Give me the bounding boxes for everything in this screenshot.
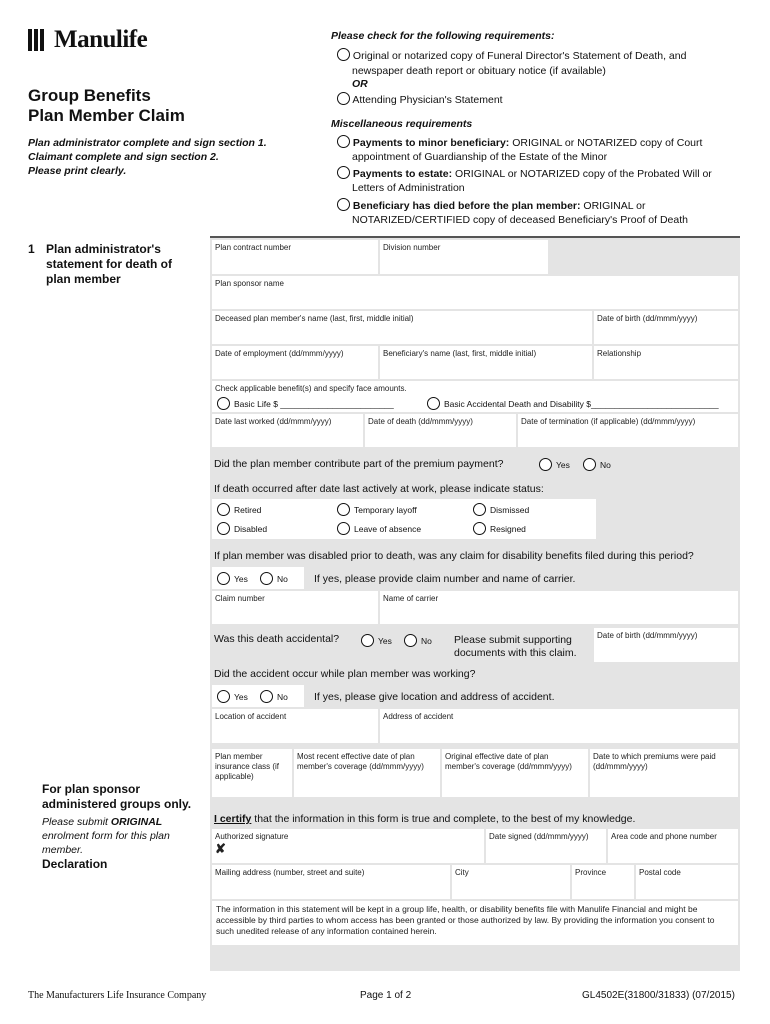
termination-date-field[interactable]: Date of termination (if applicable) (dd/mmm/yyyy): [518, 414, 738, 447]
premium-yes-option: [539, 458, 570, 471]
misc-beneficiary-rest: ORIGINAL or: [580, 200, 646, 212]
requirements-heading: Please check for the following requirements:: [331, 30, 555, 42]
date-signed-field[interactable]: Date signed (dd/mmm/yyyy): [486, 829, 606, 863]
misc-estate-bold: Payments to estate:: [352, 168, 453, 180]
radio-basic-add[interactable]: [427, 397, 440, 410]
plan-contract-field[interactable]: Plan contract number: [212, 240, 378, 274]
footer-page-number: Page 1 of 2: [360, 990, 412, 1001]
form-title: [28, 86, 185, 126]
basic-add-label: Basic Accidental Death and Disability $___________________________: [444, 398, 719, 409]
footer-company: The Manufacturers Life Insurance Company: [28, 990, 207, 1001]
supporting-docs-note: [454, 634, 577, 660]
supporting-docs-line1: Please submit supporting: [454, 634, 572, 646]
city-field[interactable]: City: [452, 865, 570, 899]
radio-temp-layoff[interactable]: [337, 503, 350, 516]
accident-dob-field[interactable]: Date of birth (dd/mmm/yyyy): [594, 628, 738, 662]
misc-minor-option: [337, 135, 702, 150]
misc-minor-rest: ORIGINAL or NOTARIZED copy of Court: [509, 137, 703, 149]
radio-beneficiary[interactable]: [337, 198, 350, 211]
radio-accidental-no[interactable]: [404, 634, 417, 647]
radio-disabled[interactable]: [217, 522, 230, 535]
status-disabled: [217, 522, 267, 535]
radio-disability-yes[interactable]: [217, 572, 230, 585]
footer-form-code: GL4502E(31800/31833) (07/2015): [582, 990, 735, 1001]
working-no-label: No: [277, 691, 288, 702]
benefits-label: Check applicable benefit(s) and specify face amounts.: [215, 384, 407, 393]
sponsor-heading-line2: administered groups only.: [42, 797, 192, 811]
certify-bold: I certify: [214, 813, 252, 825]
recent-coverage-field[interactable]: Most recent effective date of plan member's coverage (dd/mmm/yyyy): [294, 749, 440, 797]
manulife-logo: [28, 26, 147, 54]
deceased-name-field[interactable]: Deceased plan member's name (last, first, middle initial): [212, 311, 592, 344]
dob-field[interactable]: Date of birth (dd/mmm/yyyy): [594, 311, 738, 344]
radio-funeral[interactable]: [337, 48, 350, 61]
disability-question: If plan member was disabled prior to death, was any claim for disability benefits filed during this period?: [214, 550, 694, 562]
instruction-2: Claimant complete and sign section 2.: [28, 151, 219, 163]
misc-minor-line2: appointment of Guardianship of the Estate of the Minor: [352, 151, 608, 163]
disability-yes-option: [217, 572, 248, 585]
radio-accidental-yes[interactable]: [361, 634, 374, 647]
carrier-name-field[interactable]: Name of carrier: [380, 591, 738, 624]
status-temp-layoff: [337, 503, 417, 516]
status-question: If death occurred after date last actively at work, please indicate status:: [214, 483, 544, 495]
claim-number-field[interactable]: Claim number: [212, 591, 378, 624]
basic-life-label: Basic Life $ ________________________: [234, 398, 394, 409]
working-yes-option: [217, 690, 248, 703]
disability-no-option: [260, 572, 288, 585]
form-instructions: [28, 136, 267, 178]
premium-question: Did the plan member contribute part of the premium payment?: [214, 458, 504, 470]
accidental-yes-label: Yes: [378, 635, 392, 646]
if-yes-claim-note: If yes, please provide claim number and name of carrier.: [314, 573, 576, 585]
form-title-line2: Plan Member Claim: [28, 106, 185, 125]
employment-date-field[interactable]: Date of employment (dd/mmm/yyyy): [212, 346, 378, 379]
accidental-no-label: No: [421, 635, 432, 646]
signature-field[interactable]: [212, 829, 484, 863]
misc-minor-bold: Payments to minor beneficiary:: [352, 137, 510, 149]
if-yes-location-note: If yes, please give location and address of accident.: [314, 691, 555, 703]
radio-working-no[interactable]: [260, 690, 273, 703]
brand-name: Manulife: [54, 26, 148, 53]
status-resigned-label: Resigned: [490, 523, 526, 534]
radio-minor[interactable]: [337, 135, 350, 148]
requirement-physician-text: Attending Physician's Statement: [352, 94, 503, 106]
member-class-field[interactable]: Plan member insurance class (if applicable): [212, 749, 292, 797]
plan-sponsor-field[interactable]: Plan sponsor name: [212, 276, 738, 309]
postal-code-field[interactable]: Postal code: [636, 865, 738, 899]
instruction-3: Please print clearly.: [28, 165, 127, 177]
while-working-question: Did the accident occur while plan member was working?: [214, 668, 476, 680]
mailing-address-field[interactable]: Mailing address (number, street and suite): [212, 865, 450, 899]
accidental-yes-option: [361, 634, 392, 647]
section-divider: [210, 236, 740, 238]
manulife-logo-icon: [28, 29, 48, 51]
section-number: 1: [28, 242, 35, 256]
signature-mark-icon: ✘: [215, 841, 226, 856]
beneficiary-name-field[interactable]: Beneficiary's name (last, first, middle initial): [380, 346, 592, 379]
misc-beneficiary-line2: NOTARIZED/CERTIFIED copy of deceased Beneficiary's Proof of Death: [352, 214, 688, 226]
basic-add-option: [427, 397, 719, 410]
relationship-field[interactable]: Relationship: [594, 346, 738, 379]
working-yes-label: Yes: [234, 691, 248, 702]
radio-premium-no[interactable]: [583, 458, 596, 471]
sponsor-note-line2: enrolment form for this plan: [42, 830, 170, 842]
radio-premium-yes[interactable]: [539, 458, 552, 471]
sponsor-group-heading: [42, 782, 191, 812]
radio-resigned[interactable]: [473, 522, 486, 535]
premiums-paid-field[interactable]: Date to which premiums were paid (dd/mmm/yyyy): [590, 749, 738, 797]
basic-life-option: [217, 397, 394, 410]
working-no-option: [260, 690, 288, 703]
accident-location-field[interactable]: Location of accident: [212, 709, 378, 743]
accidental-question: Was this death accidental?: [214, 633, 340, 645]
disability-yes-label: Yes: [234, 573, 248, 584]
status-dismissed: [473, 503, 529, 516]
accidental-no-option: [404, 634, 432, 647]
premium-no-option: [583, 458, 611, 471]
premium-yes-label: Yes: [556, 459, 570, 470]
misc-beneficiary-option: [337, 198, 645, 213]
privacy-notice: The information in this statement will be kept in a group life, health, or disability benefits file with Manulife Financial and might be accessible by third parties to whom access has been granted or those authorized by law. By providing the information you consent to such unedited release of any information contained herein.: [212, 901, 738, 945]
sponsor-heading-line1: For plan sponsor: [42, 782, 141, 796]
certify-rest: that the information in this form is true and complete, to the best of my knowledge.: [251, 813, 636, 825]
status-resigned: [473, 522, 526, 535]
section-1-line1: Plan administrator's: [46, 242, 161, 256]
sponsor-note-line3: member.: [42, 844, 84, 856]
sponsor-note-a: Please submit: [42, 816, 111, 828]
signature-label: Authorized signature: [215, 832, 289, 841]
disability-no-label: No: [277, 573, 288, 584]
radio-physician[interactable]: [337, 92, 350, 105]
misc-beneficiary-bold: Beneficiary has died before the plan member:: [352, 200, 581, 212]
supporting-docs-line2: documents with this claim.: [454, 647, 577, 659]
declaration-heading: Declaration: [42, 857, 108, 871]
radio-leave[interactable]: [337, 522, 350, 535]
accident-address-field[interactable]: Address of accident: [380, 709, 738, 743]
requirement-funeral-text2: newspaper death report or obituary notice (if available): [352, 65, 606, 77]
division-field[interactable]: Division number: [380, 240, 548, 274]
premium-no-label: No: [600, 459, 611, 470]
radio-dismissed[interactable]: [473, 503, 486, 516]
last-worked-field[interactable]: Date last worked (dd/mmm/yyyy): [212, 414, 363, 447]
requirement-or: OR: [352, 78, 368, 90]
death-date-field[interactable]: Date of death (dd/mmm/yyyy): [365, 414, 516, 447]
certify-statement: [214, 813, 635, 825]
status-retired: [217, 503, 261, 516]
requirement-funeral-text: Original or notarized copy of Funeral Director's Statement of Death, and: [352, 50, 687, 62]
misc-estate-rest: ORIGINAL or NOTARIZED copy of the Probated Will or: [452, 168, 712, 180]
requirement-physician-option: [337, 92, 503, 107]
form-title-line1: Group Benefits: [28, 86, 151, 105]
status-leave: [337, 522, 421, 535]
phone-field[interactable]: Area code and phone number: [608, 829, 738, 863]
status-leave-label: Leave of absence: [354, 523, 422, 534]
radio-retired[interactable]: [217, 503, 230, 516]
sponsor-group-note: [42, 815, 170, 857]
instruction-1: Plan administrator complete and sign section 1.: [28, 137, 267, 149]
status-temp-layoff-label: Temporary layoff: [354, 504, 417, 515]
radio-estate[interactable]: [337, 166, 350, 179]
section-1-line2: statement for death of: [46, 257, 173, 271]
section-1-line3: plan member: [46, 272, 121, 286]
radio-disability-no[interactable]: [260, 572, 273, 585]
sponsor-note-original: ORIGINAL: [110, 816, 163, 828]
section-1-label: [28, 242, 172, 287]
misc-estate-option: [337, 166, 712, 181]
misc-estate-line2: Letters of Administration: [352, 182, 465, 194]
misc-heading: Miscellaneous requirements: [331, 118, 473, 130]
province-field[interactable]: Province: [572, 865, 634, 899]
status-dismissed-label: Dismissed: [490, 504, 530, 515]
requirement-funeral-option: [337, 48, 686, 63]
original-coverage-field[interactable]: Original effective date of plan member's coverage (dd/mmm/yyyy): [442, 749, 588, 797]
radio-basic-life[interactable]: [217, 397, 230, 410]
status-retired-label: Retired: [234, 504, 262, 515]
status-disabled-label: Disabled: [234, 523, 268, 534]
radio-working-yes[interactable]: [217, 690, 230, 703]
